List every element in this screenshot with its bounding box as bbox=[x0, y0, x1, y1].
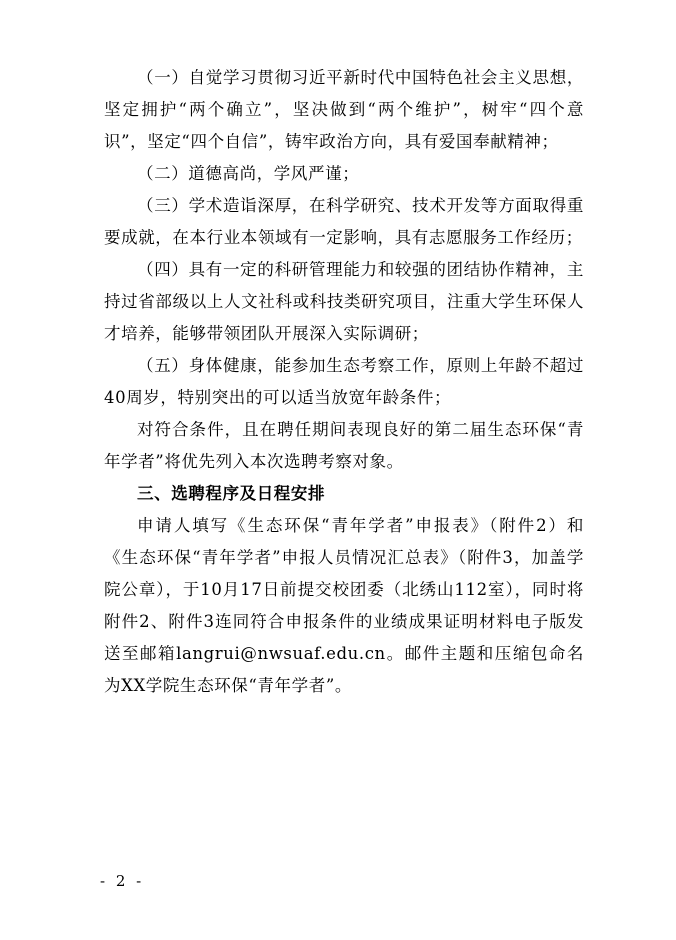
criteria-paragraph-5: （五）身体健康，能参加生态考察工作，原则上年龄不超过40周岁，特别突出的可以适当放宽年龄条件； bbox=[104, 356, 584, 407]
procedure-paragraph: 申请人填写《生态环保“青年学者”申报表》（附件2）和《生态环保“青年学者”申报人员情况汇总表》（附件3，加盖学院公章），于10月17日前提交校团委（北绣山112室），同时将附件2、附件3连同符合申报条件的业绩成果证明材料电子版发送至邮箱langrui@nwsuaf.edu.cn。邮件主题和压缩包命名为XX学院生态环保“青年学者”。 bbox=[104, 516, 584, 695]
section-heading: 三、选聘程序及日程安排 bbox=[137, 484, 326, 503]
criteria-paragraph-4: （四）具有一定的科研管理能力和较强的团结协作精神，主持过省部级以上人文社科或科技类研究项目，注重大学生环保人才培养，能够带领团队开展深入实际调研； bbox=[104, 260, 584, 343]
document-body bbox=[104, 62, 584, 702]
criteria-paragraph-2: （二）道德高尚，学风严谨； bbox=[137, 164, 360, 183]
priority-paragraph: 对符合条件，且在聘任期间表现良好的第二届生态环保“青年学者”将优先列入本次选聘考察对象。 bbox=[104, 420, 584, 471]
page-number: - 2 - bbox=[100, 872, 145, 890]
criteria-paragraph-3: （三）学术造诣深厚，在科学研究、技术开发等方面取得重要成就，在本行业本领域有一定影响，具有志愿服务工作经历； bbox=[104, 196, 584, 247]
criteria-paragraph-1: （一）自觉学习贯彻习近平新时代中国特色社会主义思想，坚定拥护“两个确立”，坚决做到“两个维护”，树牢“四个意识”，坚定“四个自信”，铸牢政治方向，具有爱国奉献精神； bbox=[104, 68, 584, 151]
